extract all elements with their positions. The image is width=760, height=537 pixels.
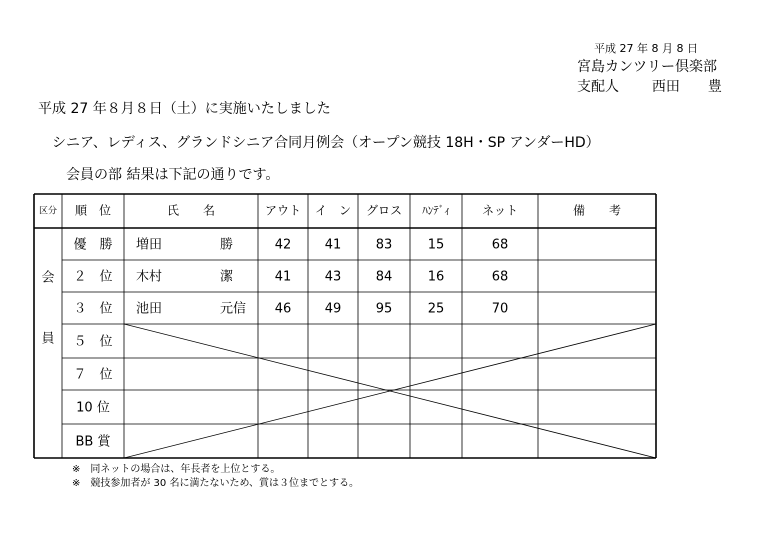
row-out: 46: [274, 301, 292, 317]
row-handicap: 25: [427, 301, 445, 317]
header-net: ネット: [481, 203, 519, 218]
intro-line-3: 会員の部 結果は下記の通りです。: [66, 167, 280, 183]
intro-line-2: シニア、レディス、グランドシニア合同月例会（オープン競技 18H・SP アンダーHD）: [52, 135, 600, 151]
row-in: 43: [324, 269, 342, 285]
row-gross: 84: [375, 269, 393, 285]
header-gross: グロス: [365, 203, 403, 218]
manager-name: 西田 豊: [651, 79, 722, 95]
row-rank: ３ 位: [73, 301, 113, 317]
row-surname: 池田: [136, 301, 163, 317]
intro-line-1: 平成 27 年８月８日（土）に実施いたしました: [38, 101, 331, 117]
row-in: 41: [324, 237, 342, 253]
row-gross: 83: [375, 237, 393, 253]
row-gross: 95: [375, 301, 393, 317]
row-given-name: 勝: [220, 237, 234, 253]
row-net: 68: [491, 237, 509, 253]
club-name: 宮島カンツリー倶楽部: [577, 59, 717, 75]
row-surname: 木村: [136, 269, 163, 285]
row-handicap: 15: [427, 237, 445, 253]
row-rank: ７ 位: [73, 367, 113, 383]
header-handicap: ﾊﾝﾃﾞｨ: [422, 204, 450, 217]
division-label-top: 会: [41, 270, 55, 286]
row-net: 68: [491, 269, 509, 285]
row-handicap: 16: [427, 269, 445, 285]
row-out: 42: [274, 237, 292, 253]
row-rank: ２ 位: [73, 269, 113, 285]
row-rank: BB 賞: [75, 434, 111, 450]
document-date: 平成 27 年 8 月 8 日: [594, 42, 698, 55]
manager-title: 支配人: [577, 79, 619, 95]
header-remarks: 備 考: [572, 203, 622, 218]
row-given-name: 元信: [220, 301, 247, 317]
division-label-bottom: 員: [41, 331, 55, 347]
note-1: ※ 同ネットの場合は、年長者を上位とする。: [72, 464, 281, 475]
header-division: 区分: [38, 206, 58, 217]
row-rank: ５ 位: [73, 334, 113, 350]
row-given-name: 潔: [220, 269, 234, 285]
header-rank: 順 位: [74, 203, 112, 218]
row-surname: 増田: [136, 237, 163, 253]
header-out: アウト: [264, 203, 302, 218]
header-name: 氏 名: [166, 203, 216, 218]
row-in: 49: [324, 301, 342, 317]
note-2: ※ 競技参加者が 30 名に満たないため、賞は３位までとする。: [72, 478, 360, 489]
header-in: イ ン: [314, 203, 352, 218]
row-out: 41: [274, 269, 292, 285]
row-rank: 優 勝: [73, 237, 113, 253]
row-rank: 10 位: [76, 400, 110, 416]
row-net: 70: [491, 301, 509, 317]
